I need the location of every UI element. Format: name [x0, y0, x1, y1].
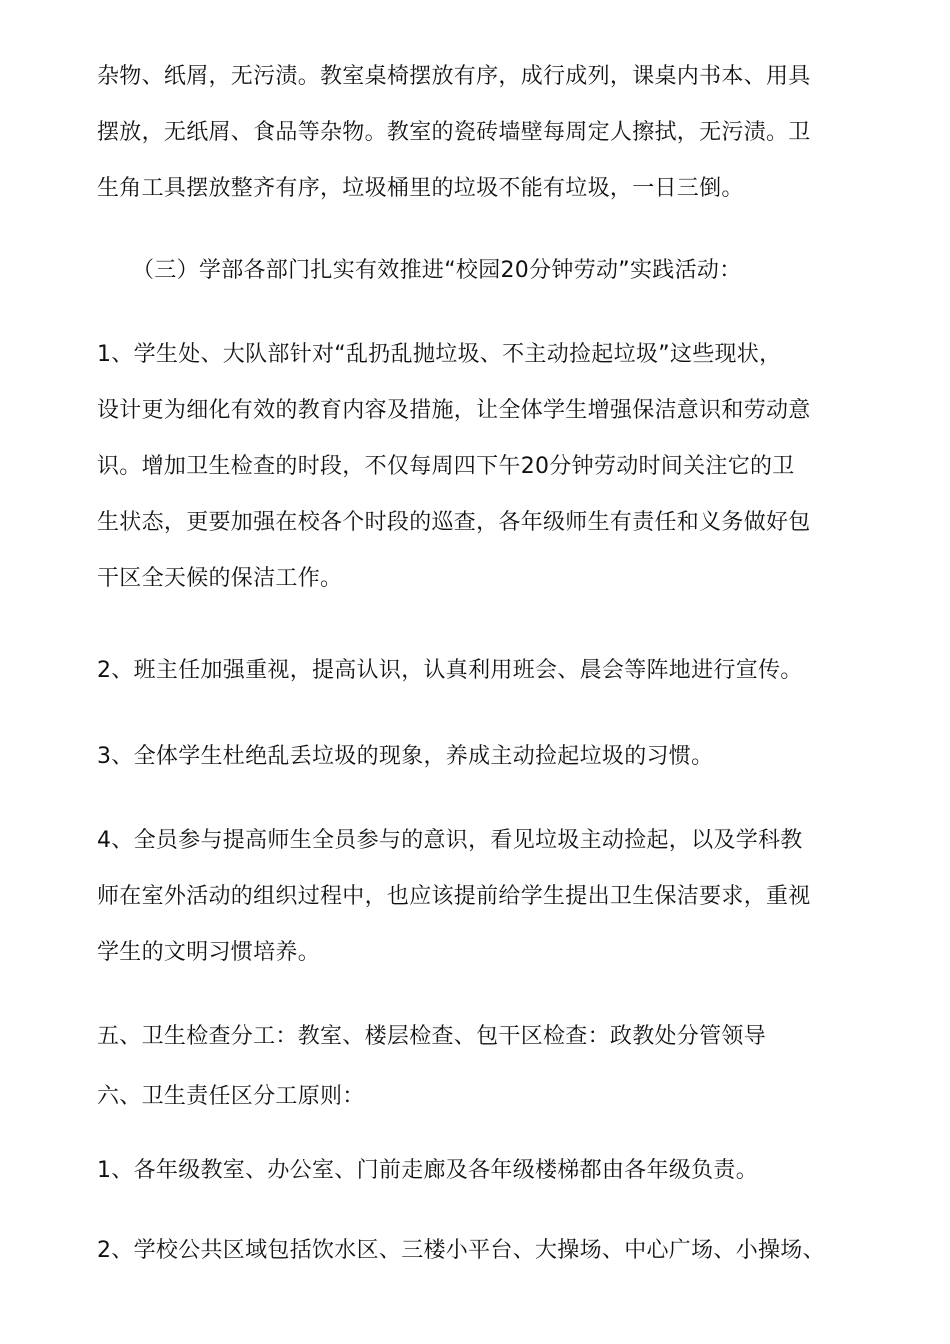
paragraph-line: 杂物、纸屑，无污渍。教室桌椅摆放有序，成行成列，课桌内书本、用具 — [97, 64, 811, 89]
section-heading: 六、卫生责任区分工原则： — [97, 1084, 365, 1109]
list-item-line: 2、班主任加强重视，提高认识，认真利用班会、晨会等阵地进行宣传。 — [97, 658, 803, 683]
list-item-line: 识。增加卫生检查的时段，不仅每周四下午20分钟劳动时间关注它的卫 — [97, 454, 795, 479]
list-item-line: 学生的文明习惯培养。 — [97, 940, 321, 965]
list-item-line: 1、各年级教室、办公室、门前走廊及各年级楼梯都由各年级负责。 — [97, 1158, 758, 1183]
list-item-line: 3、全体学生杜绝乱丢垃圾的现象，养成主动捡起垃圾的习惯。 — [97, 744, 714, 769]
section-heading: （三）学部各部门扎实有效推进“校园20分钟劳动”实践活动： — [132, 258, 742, 283]
list-item-line: 4、全员参与提高师生全员参与的意识，看见垃圾主动捡起，以及学科教 — [97, 828, 803, 853]
section-heading: 五、卫生检查分工：教室、楼层检查、包干区检查：政教处分管领导 — [97, 1024, 767, 1049]
list-item-line: 设计更为细化有效的教育内容及措施，让全体学生增强保洁意识和劳动意 — [97, 398, 811, 423]
paragraph-line: 生角工具摆放整齐有序，垃圾桶里的垃圾不能有垃圾，一日三倒。 — [97, 176, 744, 201]
paragraph-line: 摆放，无纸屑、食品等杂物。教室的瓷砖墙壁每周定人擦拭，无污渍。卫 — [97, 120, 811, 145]
list-item-line: 干区全天候的保洁工作。 — [97, 566, 343, 591]
list-item-line: 师在室外活动的组织过程中，也应该提前给学生提出卫生保洁要求，重视 — [97, 884, 811, 909]
list-item-line: 1、学生处、大队部针对“乱扔乱抛垃圾、不主动捡起垃圾”这些现状， — [97, 342, 782, 367]
list-item-line: 2、学校公共区域包括饮水区、三楼小平台、大操场、中心广场、小操场、 — [97, 1238, 825, 1263]
list-item-line: 生状态，更要加强在校各个时段的巡查，各年级师生有责任和义务做好包 — [97, 510, 811, 535]
